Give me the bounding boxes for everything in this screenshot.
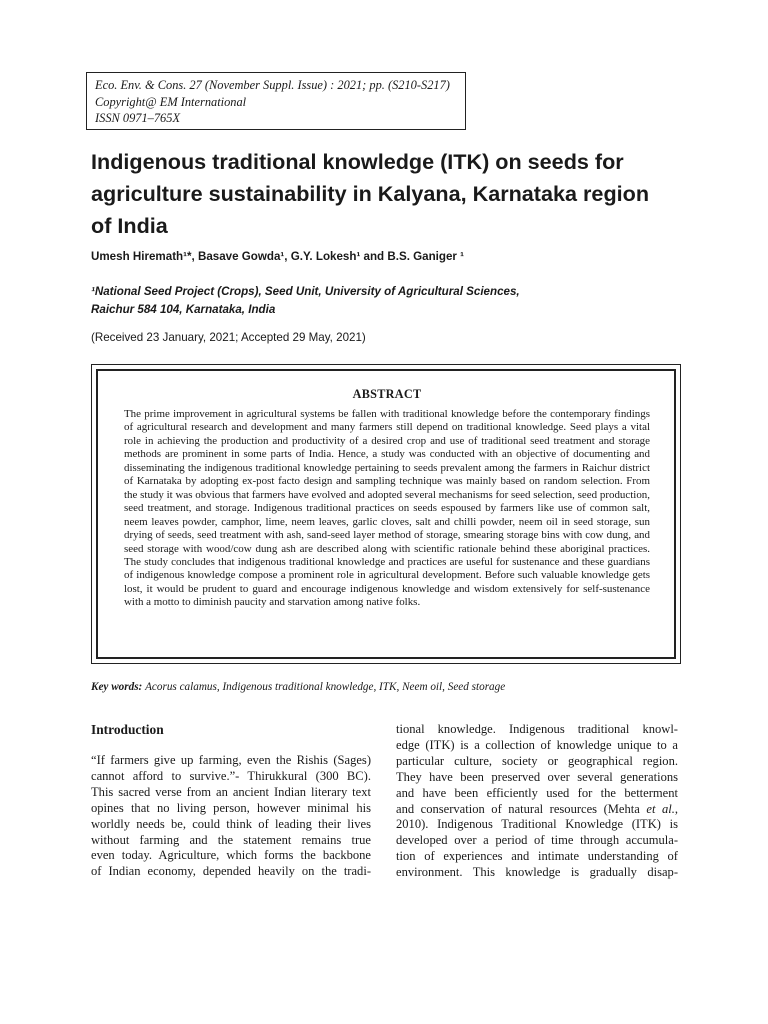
introduction-right-text [396,722,678,881]
text-line: particular culture, society or geographical region. [396,753,678,768]
text-line: worldly needs be, could think of leading their lives [91,816,371,831]
received-dates: (Received 23 January, 2021; Accepted 29 May, 2021) [91,331,366,344]
introduction-left-text [91,753,371,880]
abstract-inner-frame [96,369,676,659]
affiliation [91,283,520,318]
text-line: This sacred verse from an ancient Indian literary text [91,784,371,799]
text-line: cannot afford to survive.”- Thirukkural (300 BC). [91,768,371,783]
text-line: opines that no living person, however minimal his [91,800,371,815]
text-line: even today. Agriculture, which forms the backbone [91,848,371,863]
author-list: Umesh Hiremath¹*, Basave Gowda¹, G.Y. Lokesh¹ and B.S. Ganiger ¹ [91,250,465,263]
text-line: of Indian economy, depended heavily on the tradi- [91,864,371,879]
affiliation-line: ¹National Seed Project (Crops), Seed Unit, University of Agricultural Sciences, [91,285,520,298]
section-heading-introduction: Introduction [91,722,164,737]
text-line: and conservation of natural resources (Mehta et al., [396,801,679,816]
text-line: tional knowledge. Indigenous traditional knowl- [396,722,678,736]
keywords-label: Key words: [91,681,143,693]
paper-title [91,146,691,242]
abstract-text: The prime improvement in agricultural systems be fallen with traditional knowledge before the contemporary findings of agricultural research and development and many farmers still depend on traditional knowledge. Seed plays a vital role in achieving the production and productivity of a desired crop and use of traditional seed treatment and storage methods are prominent in some parts of India. Hence, a study was conducted with an objective of documenting and disseminating the indigenous traditional knowledge pertaining to seeds prevalent among the farmers in Raichur district of Karnataka by adopting ex-post facto design and sampling technique was mainly based on random selection. From the study it was obvious that farmers have evolved and adopted several mechanisms for seed selection, seed production, seed treatment, and storage. Indigenous traditional practices on seeds espoused by farmers like use of common salt, neem leaves powder, camphor, lime, neem leaves, garlic cloves, salt and chilli powder, neem oil in seed storage, sun drying of seeds, seed treatment with ash, sand-seed layer method of storage, smearing storage bins with cow dung, and seed storage with wood/cow dung ash are described along with scientific rationale behind these aboriginal practices. The study concludes that indigenous traditional knowledge and practices are useful for sustenance and these guardians of indigenous knowledge compose a prominent role in agricultural development. Before such valuable knowledge gets lost, it would be prudent to guard and encourage indigenous knowledge and wisdom extensively for self-sustenance with a motto to diminish paucity and starvation among native folks. [124,408,650,609]
text-line: edge (ITK) is a collection of knowledge unique to a [396,737,678,752]
text-line: developed over a period of time through accumula- [396,833,678,848]
text-line: tion of experiences and intimate understanding of [396,849,678,864]
text-line: 2010). Indigenous Traditional Knowledge (ITK) is [396,817,678,832]
journal-info-box [86,72,466,130]
left-column [91,722,371,880]
keywords-value: Acorus calamus, Indigenous traditional knowledge, ITK, Neem oil, Seed storage [145,681,506,693]
text-line: “If farmers give up farming, even the Rishis (Sages) [91,753,371,767]
abstract-box [91,364,681,664]
title-line: agriculture sustainability in Kalyana, Karnataka region [91,181,650,206]
text-line: They have been preserved over several generations [396,769,678,784]
title-line: of India [91,213,168,238]
keywords [91,681,505,693]
abstract-heading: ABSTRACT [352,387,422,401]
right-column [396,722,678,881]
affiliation-line: Raichur 584 104, Karnataka, India [91,302,276,316]
title-line: Indigenous traditional knowledge (ITK) on seeds for [91,149,624,174]
journal-copyright: Copyright@ EM International [95,94,247,109]
text-line: environment. This knowledge is gradually disap- [396,865,678,880]
journal-issn: ISSN 0971–765X [95,111,181,125]
text-line: and have been efficiently used for the betterment [396,785,678,800]
text-line: without farming and the statement remains true [91,832,371,847]
journal-citation: Eco. Env. & Cons. 27 (November Suppl. Issue) : 2021; pp. (S210-S217) [95,78,450,92]
